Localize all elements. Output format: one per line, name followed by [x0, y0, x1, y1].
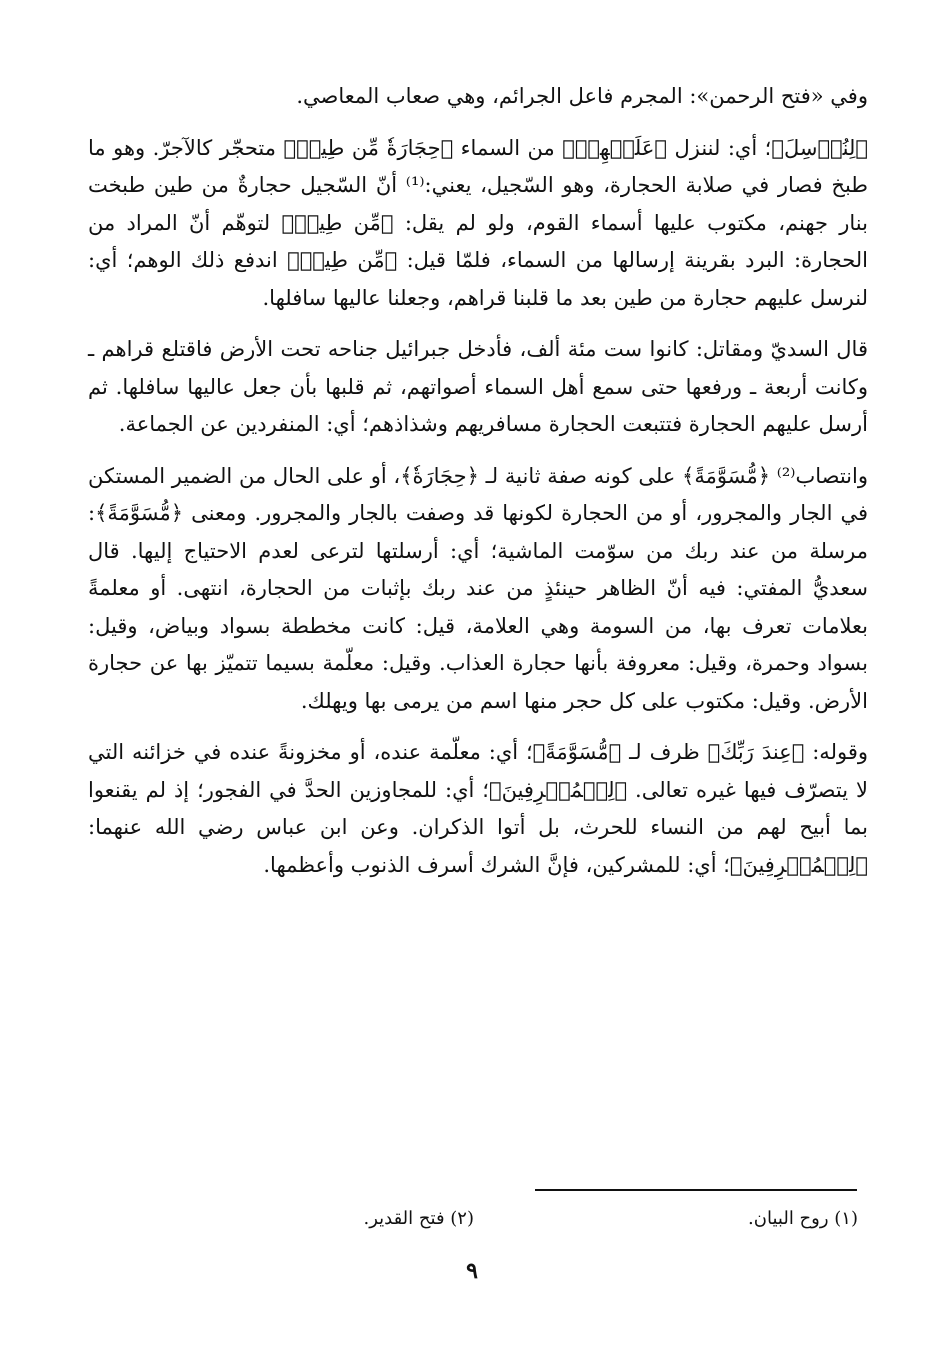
footnotes: [0, 1208, 944, 1238]
paragraph-gap: [88, 444, 868, 458]
paragraph-5: وقوله: ﴿عِندَ رَبِّكَ﴾ ظرف لـ ﴿مُّسَوَّمَةً﴾؛ أي: معلّمة عنده، أو مخزونةً عنده في خزائنه التي لا يتصرّف فيها غيره تعالى. ﴿لِلۡمُسۡرِفِينَ﴾؛ أي: للمجاوزين الحدَّ في الفجور؛ إذ لم يقنعوا بما أبيح لهم من النساء للحرث، بل أتوا الذكران. وعن ابن عباس رضي الله عنهما: ﴿لِلۡمُسۡرِفِينَ﴾؛ أي: للمشركين، فإنَّ الشرك أسرف الذنوب وأعظمها.: [88, 740, 868, 877]
footnote-1: (١) روح البيان.: [748, 1208, 858, 1229]
page-body: [88, 78, 868, 884]
footnote-divider: [535, 1189, 857, 1191]
paragraph-gap: [88, 317, 868, 331]
footnote-2: (٢) فتح القدير.: [363, 1208, 474, 1229]
paragraph-gap: [88, 720, 868, 734]
paragraph-3: قال السديّ ومقاتل: كانوا ست مئة ألف، فأدخل جبرائيل جناحه تحت الأرض فاقتلع قراهم ـ وكانت أربعة ـ ورفعها حتى سمع أهل السماء أصواتهم، ثم قلبها بأن جعل عاليها سافلها. ثم أرسل عليهم الحجارة فتتبعت الحجارة مسافريهم وشذاذهم؛ أي: المنفردين عن الجماعة.: [88, 337, 868, 436]
paragraph-2: ﴿لِنُرۡسِلَ﴾؛ أي: لننزل ﴿عَلَيۡهِمۡ﴾ من السماء ﴿حِجَارَةٗ مِّن طِينٖ﴾ متحجّر كالآجرّ. وهو ما طبخ فصار في صلابة الحجارة، وهو السّجيل، يعني:⁽¹⁾ أنّ السّجيل حجارةٌ من طين طبخت بنار جهنم، مكتوب عليها أسماء القوم، ولو لم يقل: ﴿مِّن طِينٖ﴾ لتوهّم أنّ المراد من الحجارة: البرد بقرينة إرسالها من السماء، فلمّا قيل: ﴿مِّن طِينٖ﴾ اندفع ذلك الوهم؛ أي: لنرسل عليهم حجارة من طين بعد ما قلبنا قراهم، وجعلنا عاليها سافلها.: [88, 135, 868, 310]
paragraph-4: وانتصاب⁽²⁾ ﴿مُّسَوَّمَةً﴾ على كونه صفة ثانية لـ ﴿حِجَارَةٗ﴾، أو على الحال من الضمير المستكن في الجار والمجرور، أو من الحجارة لكونها قد وصفت بالجار والمجرور. ومعنى ﴿مُّسَوَّمَةً﴾: مرسلة من عند ربك من سوّمت الماشية؛ أي: أرسلتها لترعى لعدم الاحتياج إليها. قال سعديُّ المفتي: فيه أنّ الظاهر حينئذٍ من عند ربك بإثبات من الحجارة، انتهى. أو معلمةً بعلامات تعرف بها، من السومة وهي العلامة، قيل: كانت مخططة بسواد وبياض، وقيل: بسواد وحمرة، وقيل: معروفة بأنها حجارة العذاب. وقيل: معلّمة بسيما تتميّز بها عن حجارة الأرض. وقيل: مكتوب على كل حجر منها اسم من يرمى بها ويهلك.: [88, 463, 868, 713]
paragraph-gap: [88, 116, 868, 130]
page-number: ٩: [466, 1258, 478, 1284]
paragraph-1: وفي «فتح الرحمن»: المجرم فاعل الجرائم، وهي صعاب المعاصي.: [296, 84, 868, 108]
